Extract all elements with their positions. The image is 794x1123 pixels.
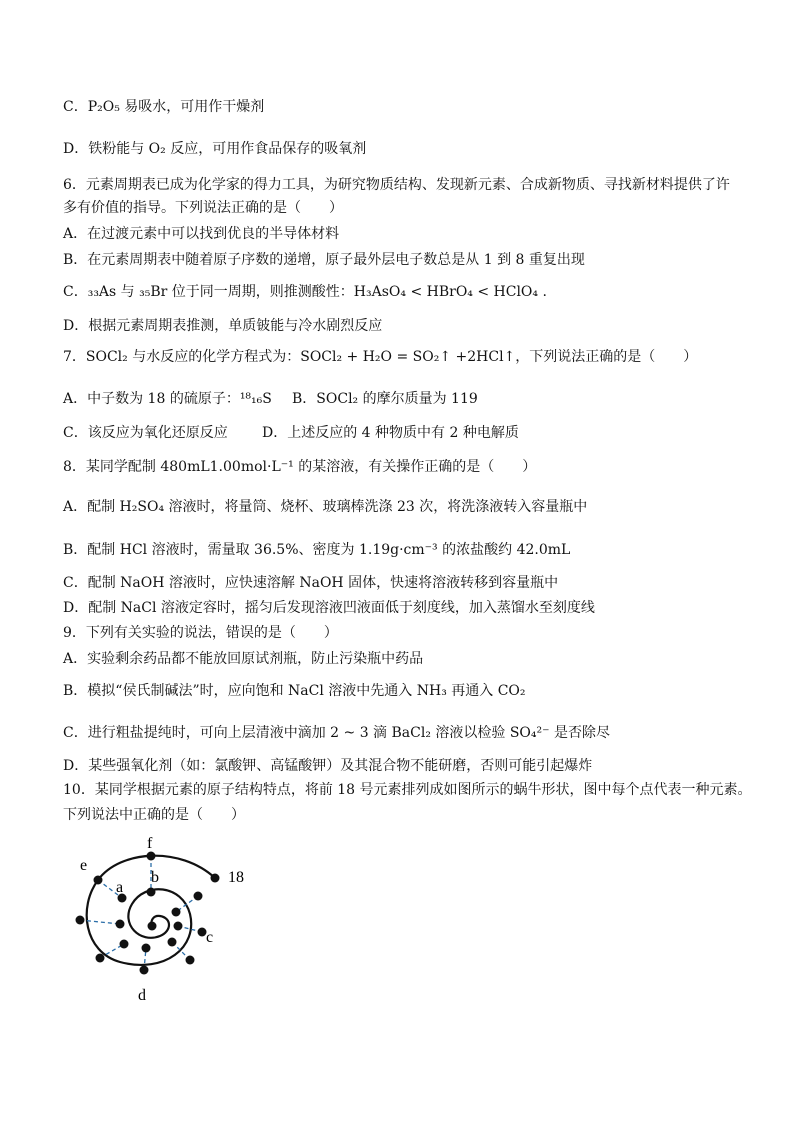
q6-option-b: B．在元素周期表中随着原子序数的递增，原子最外层电子数总是从 1 到 8 重复出现 bbox=[63, 252, 585, 268]
q8-option-b: B．配制 HCl 溶液时，需量取 36.5%、密度为 1.19g·cm⁻³ 的浓盐酸约 42.0mL bbox=[63, 542, 571, 558]
element-dots bbox=[76, 852, 220, 975]
dashed-spokes bbox=[80, 856, 202, 970]
label-e: e bbox=[80, 857, 88, 874]
q9-option-c: C．进行粗盐提纯时，可向上层清液中滴加 2 ~ 3 滴 BaCl₂ 溶液以检验 SO₄²⁻ 是否除尽 bbox=[63, 725, 610, 741]
q6-option-d: D．根据元素周期表推测，单质铍能与冷水剧烈反应 bbox=[63, 318, 383, 334]
q8-option-d: D．配制 NaCl 溶液定容时，摇匀后发现溶液凹液面低于刻度线，加入蒸馏水至刻度线 bbox=[63, 600, 595, 616]
q9-option-d: D．某些强氧化剂（如：氯酸钾、高锰酸钾）及其混合物不能研磨，否则可能引起爆炸 bbox=[63, 758, 593, 774]
q7-option-c: C．该反应为氧化还原反应 bbox=[63, 425, 228, 441]
q6-option-c: C．₃₃As 与 ₃₅Br 位于同一周期，则推测酸性：H₃AsO₄ < HBrO₄ < HClO₄ . bbox=[63, 284, 547, 300]
label-f: f bbox=[147, 835, 153, 852]
q8-stem: 8．某同学配制 480mL1.00mol·L⁻¹ 的某溶液，有关操作正确的是（ ） bbox=[63, 459, 537, 475]
snail-spiral-figure bbox=[60, 832, 270, 1012]
q6-stem-line1: 6．元素周期表已成为化学家的得力工具，为研究物质结构、发现新元素、合成新物质、寻找新材料提供了许 bbox=[63, 177, 730, 193]
label-b: b bbox=[151, 869, 159, 886]
q8-option-c: C．配制 NaOH 溶液时，应快速溶解 NaOH 固体，快速将溶液转移到容量瓶中 bbox=[63, 575, 559, 591]
label-18: 18 bbox=[228, 869, 244, 886]
label-a: a bbox=[116, 879, 124, 896]
q10-stem-line1: 10．某同学根据元素的原子结构特点，将前 18 号元素排列成如图所示的蜗牛形状，图中每个点代表一种元素。 bbox=[63, 782, 752, 798]
q8-option-a: A．配制 H₂SO₄ 溶液时，将量筒、烧杯、玻璃棒洗涤 23 次，将洗涤液转入容量瓶中 bbox=[63, 499, 588, 515]
q9-stem: 9．下列有关实验的说法，错误的是（ ） bbox=[63, 625, 338, 641]
q6-stem-line2: 多有价值的指导。下列说法正确的是（ ） bbox=[63, 200, 343, 216]
q9-option-a: A．实验剩余药品都不能放回原试剂瓶，防止污染瓶中药品 bbox=[63, 651, 424, 667]
q7-stem: 7．SOCl₂ 与水反应的化学方程式为：SOCl₂ + H₂O = SO₂↑ +2HCl↑，下列说法正确的是（ ） bbox=[63, 349, 698, 365]
q7-option-d: D．上述反应的 4 种物质中有 2 种电解质 bbox=[262, 425, 519, 441]
q5-option-c: C．P₂O₅ 易吸水，可用作干燥剂 bbox=[63, 99, 265, 115]
q9-option-b: B．模拟“侯氏制碱法”时，应向饱和 NaCl 溶液中先通入 NH₃ 再通入 CO₂ bbox=[63, 683, 526, 699]
label-c: c bbox=[206, 929, 214, 946]
q6-option-a: A．在过渡元素中可以找到优良的半导体材料 bbox=[63, 226, 340, 242]
q5-option-d: D．铁粉能与 O₂ 反应，可用作食品保存的吸氧剂 bbox=[63, 141, 367, 157]
q7-option-a: A．中子数为 18 的硫原子：¹⁸₁₆S bbox=[63, 391, 272, 407]
q7-option-b: B．SOCl₂ 的摩尔质量为 119 bbox=[292, 391, 478, 407]
q10-stem-line2: 下列说法中正确的是（ ） bbox=[63, 807, 245, 823]
label-d: d bbox=[138, 987, 146, 1004]
